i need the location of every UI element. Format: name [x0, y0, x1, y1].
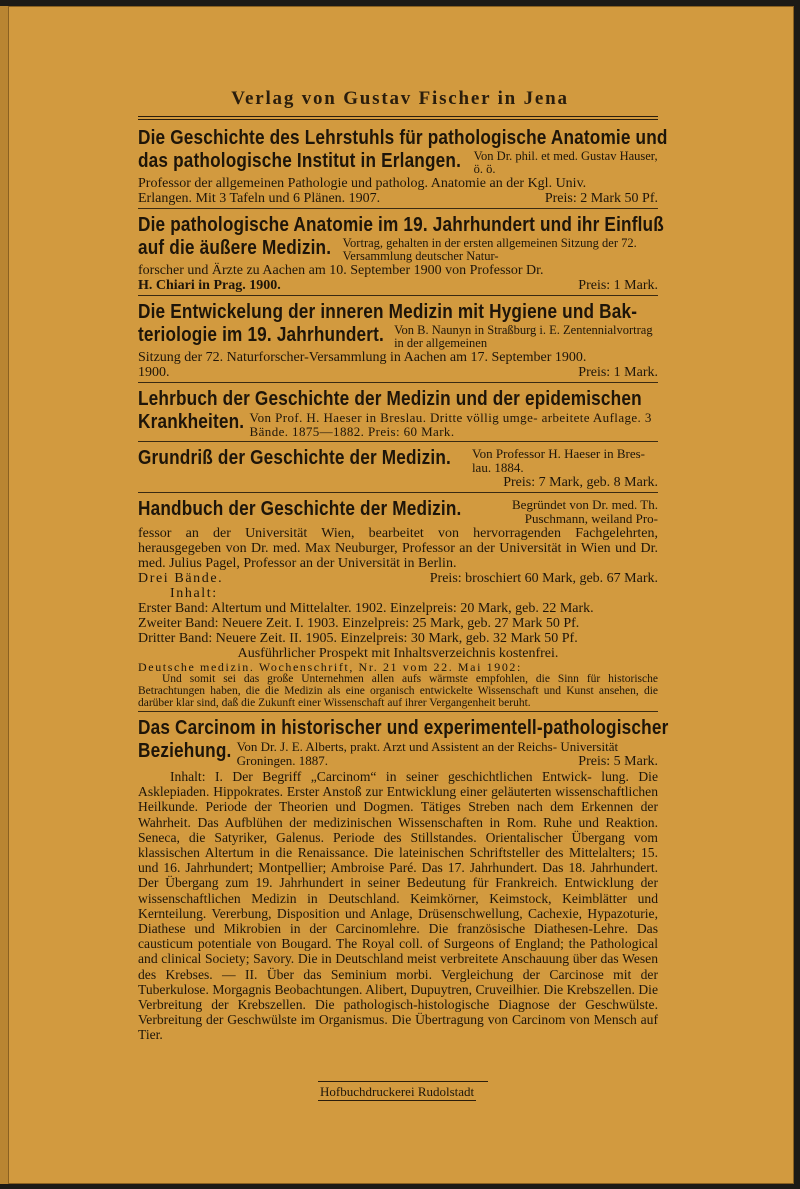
entry-body: Sitzung der 72. Naturforscher-Versammlung in Aachen am 17. September 1900. [138, 350, 587, 365]
entry-body: H. Chiari in Prag. 1900. [138, 278, 281, 293]
catalog-entry [138, 214, 664, 296]
entry-title: Handbuch der Geschichte der Medizin. [138, 498, 462, 520]
entry-price: Preis: 1 Mark. [578, 278, 658, 293]
entry-body: Erlangen. Mit 3 Tafeln und 6 Plänen. 1907. [138, 191, 381, 206]
entry-title: Beziehung. [138, 740, 232, 762]
footer-rule [318, 1081, 488, 1082]
entry-price: Preis: 1 Mark. [578, 365, 658, 380]
publisher-header: Verlag von Gustav Fischer in Jena [231, 88, 569, 109]
entry-author: Vortrag, gehalten in der ersten allgemeinen Sitzung der 72. Versammlung deutscher Natur- [342, 236, 637, 263]
catalog-content [138, 127, 669, 1050]
entry-body: fessor an der Universität Wien, bearbeitet von hervorragenden Fachgelehrten, herausgegeben von Dr. med. Max Neuburger, Professor an der Universität in Wien und Dr. med. Julius Pagel, Professor an der Universität in Berlin. [138, 526, 658, 571]
entry-price: Preis: 7 Mark, geb. 8 Mark. [503, 475, 658, 490]
entry-title: auf die äußere Medizin. [138, 237, 332, 259]
entry-title: teriologie im 19. Jahrhundert. [138, 324, 385, 346]
entry-price: Preis: 2 Mark 50 Pf. [544, 191, 658, 206]
entry-title: Krankheiten. [138, 411, 245, 433]
catalog-entry [138, 388, 658, 442]
catalog-entry [138, 301, 658, 383]
contents-text: Inhalt: I. Der Begriff „Carcinom“ in seiner geschichtlichen Entwick- lung. Die Asklepiaden. Hippokrates. Erster Anstoß zur Entwicklung einer geläuterten wissenschaftlichen Heilkunde. Periode der Theorien und Dogmen. Tätiges Streben nach dem Erkennen der Wahrheit. Das Aufblühen der medizinischen Wissenschaften in Rom. Ruhe und Reaktion. Seneca, die Satyriker, Galenus. Periode des Stillstandes. Orientalischer Übergang vom klassischen Altertum in die Renaissance. Die lateinischen Schriftsteller des Mittelalters; 15. und 16. Jahrhundert; Montpellier; Ambroise Paré. Das 17. Jahrhundert. Das 18. Jahrhundert. Der Übergang zum 19. Jahrhundert in seiner Bedeutung für Frankreich. Entwicklung der wissenschaftlichen Medizin in Deutschland. Keimkörner, Keimstock, Keimblätter und Kernteilung. Vererbung, Disposition und Anlage, Drüsenschwellung, Cachexie, Hypazoturie, Diathese und Mikrobien in der Carcinomlehre. Die französische Diathesen-Lehre. Das causticum potentiale von Bougard. The Royal coll. of Surgeons of England; the Pathological and clinical Society; Savory. Die in Deutschland meist verbreitete Anschauung über das Wesen des Krebses. — II. Über das Seminium morbi. Vergleichung der Carcinose mit der Tuberkulose. Morgagnis Beobachtungen. Alibert, Dupuytren, Cruveilhier. Die Krebszellen. Die Verbreitung der Krebszellen. Die pathologisch-histologische Diagnose der Geschwülste. Verbreitung der Geschwülste im Organismus. Die Übertragung von Carcinom von Mensch auf Tier. [138, 769, 658, 1043]
catalog-entry [138, 498, 658, 712]
entry-price: Preis: 5 Mark. [578, 754, 658, 769]
entry-author: Von Prof. H. Haeser in Breslau. Dritte völlig umge- arbeitete Auflage. 3 Bände. 1875—1882. Preis: 60 Mark. [249, 410, 652, 439]
entry-author: Von Dr. J. E. Alberts, prakt. Arzt und Assistent an der Reichs- Universität Groningen. 1887. [236, 739, 619, 768]
review-source: Deutsche medizin. Wochenschrift, Nr. 21 vom 22. Mai 1902: [138, 660, 522, 674]
prospectus-note: Ausführlicher Prospekt mit Inhaltsverzeichnis kostenfrei. [237, 646, 559, 661]
entry-title: das pathologische Institut in Erlangen. [138, 150, 462, 172]
entry-title: Die Entwickelung der inneren Medizin mit Hygiene und Bak- [138, 301, 638, 323]
catalog-entry [138, 717, 669, 1045]
entry-author: Begründet von Dr. med. Th. Puschmann, weiland Pro- [512, 497, 658, 526]
contents-label: Inhalt: [170, 586, 218, 601]
entry-author: Von Dr. phil. et med. Gustav Hauser, ö. ö. [473, 149, 658, 176]
volume-line: Erster Band: Altertum und Mittelalter. 1902. Einzelpreis: 20 Mark, geb. 22 Mark. [138, 601, 594, 616]
entry-body: Drei Bände. [138, 571, 224, 586]
entry-title: Das Carcinom in historischer und experimentell-pathologischer [138, 717, 669, 739]
entry-body: 1900. [138, 365, 170, 380]
header-rule [138, 119, 658, 120]
catalog-entry [138, 127, 668, 209]
entry-price: Preis: broschiert 60 Mark, geb. 67 Mark. [429, 571, 658, 586]
catalog-entry [138, 447, 658, 493]
header-rule [138, 116, 658, 117]
entry-body: forscher und Ärzte zu Aachen am 10. September 1900 von Professor Dr. [138, 263, 544, 278]
entry-author: Von Professor H. Haeser in Bres- lau. 1884. [471, 446, 645, 475]
entry-title: Lehrbuch der Geschichte der Medizin und der epidemischen [138, 388, 642, 410]
volume-line: Dritter Band: Neuere Zeit. II. 1905. Einzelpreis: 30 Mark, geb. 32 Mark 50 Pf. [138, 631, 578, 646]
entry-title: Die Geschichte des Lehrstuhls für pathologische Anatomie und [138, 127, 668, 149]
review-quote: Und somit sei das große Unternehmen allen aufs wärmste empfohlen, die Sinn für historische Betrachtungen haben, die die Medizin als eine organisch entwickelte Wissenschaft und Kunst ansehen, die darüber klar sind, daß die Zukunft einer Wissenschaft auf ihrer Vergangenheit beruht. [138, 673, 658, 709]
volume-line: Zweiter Band: Neuere Zeit. I. 1903. Einzelpreis: 25 Mark, geb. 27 Mark 50 Pf. [138, 616, 580, 631]
printer-imprint: Hofbuchdruckerei Rudolstadt [320, 1084, 475, 1099]
entry-title: Grundriß der Geschichte der Medizin. [138, 447, 451, 469]
entry-body: Professor der allgemeinen Pathologie und patholog. Anatomie an der Kgl. Univ. [138, 176, 587, 191]
entry-author: Von B. Naunyn in Straßburg i. E. Zentennialvortrag in der allgemeinen [394, 323, 653, 350]
entry-title: Die pathologische Anatomie im 19. Jahrhundert und ihr Einfluß [138, 214, 664, 236]
